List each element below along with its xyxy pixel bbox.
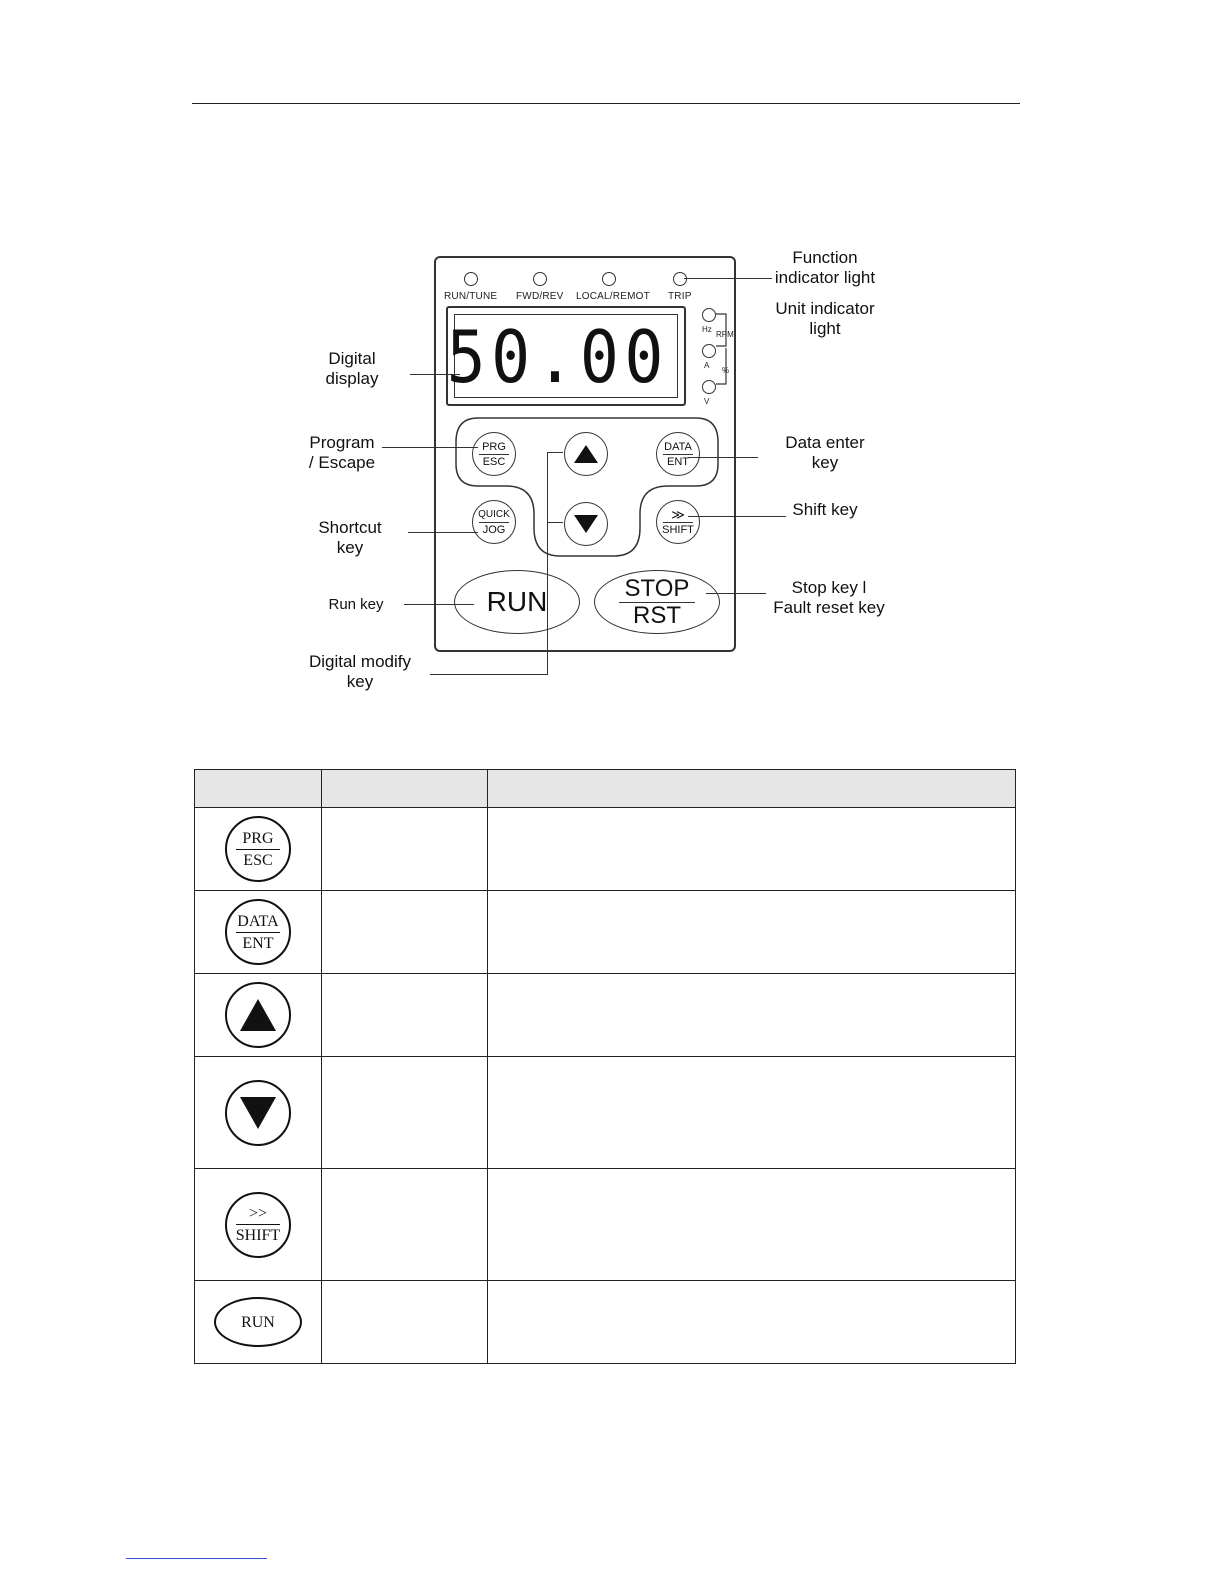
callout-line: Shift key xyxy=(792,500,858,519)
callout-digital-modify xyxy=(304,652,416,692)
key-text: ESC xyxy=(482,455,506,468)
table-row xyxy=(195,1281,1016,1364)
key-divider xyxy=(663,522,693,523)
table-header xyxy=(321,770,487,808)
stop-rst-key[interactable] xyxy=(594,570,720,634)
key-text: PRG xyxy=(482,440,506,453)
leader-line xyxy=(547,452,563,453)
key-divider xyxy=(663,454,693,455)
table-cell-icon xyxy=(195,808,322,891)
leader-line xyxy=(430,674,548,675)
callout-run xyxy=(314,595,398,615)
callout-line: display xyxy=(325,369,379,388)
table-cell-icon xyxy=(195,891,322,974)
display-value: 50.00 xyxy=(446,315,669,399)
table-row xyxy=(195,1169,1016,1281)
down-arrow-icon xyxy=(238,1095,278,1131)
trip-led xyxy=(673,272,687,286)
prg-esc-key-icon xyxy=(225,816,291,882)
key-text: STOP xyxy=(624,574,690,602)
table-cell xyxy=(321,1169,487,1281)
callout-line: Program xyxy=(309,433,375,452)
prg-esc-key[interactable] xyxy=(472,432,516,476)
quick-jog-key[interactable] xyxy=(472,500,516,544)
unit-label: RPM xyxy=(716,330,734,339)
keypad-panel xyxy=(434,256,736,652)
table-cell-icon xyxy=(195,1281,322,1364)
key-text: SHIFT xyxy=(235,1227,281,1244)
table-header xyxy=(195,770,322,808)
up-arrow-icon xyxy=(238,997,278,1033)
callout-line: key xyxy=(346,672,374,691)
fwd-rev-led xyxy=(533,272,547,286)
up-key[interactable] xyxy=(564,432,608,476)
callout-line: light xyxy=(809,319,841,338)
callout-stop xyxy=(766,578,892,618)
table-cell xyxy=(321,1057,487,1169)
callout-unit-indicator xyxy=(766,299,884,339)
leader-line xyxy=(547,452,548,675)
key-divider xyxy=(236,1224,280,1225)
leader-line xyxy=(410,374,460,375)
unit-label: V xyxy=(704,397,710,406)
key-text: DATA xyxy=(237,912,279,930)
keypad-diagram xyxy=(300,240,920,700)
unit-bracket xyxy=(714,312,730,390)
key-function-table xyxy=(194,769,1016,1364)
table-row xyxy=(195,974,1016,1057)
leader-line xyxy=(684,278,772,279)
leader-line xyxy=(706,593,766,594)
callout-line: Digital modify xyxy=(308,652,412,671)
run-tune-led xyxy=(464,272,478,286)
digital-display xyxy=(446,306,686,406)
table-row xyxy=(195,891,1016,974)
table-cell-icon xyxy=(195,1169,322,1281)
callout-line: indicator light xyxy=(774,268,876,287)
table-cell-icon xyxy=(195,1057,322,1169)
up-key-icon xyxy=(225,982,291,1048)
callout-line: Data enter xyxy=(785,433,865,452)
double-chevron-icon: ≫ xyxy=(671,506,685,522)
unit-label: % xyxy=(722,366,730,375)
callout-line: Digital xyxy=(328,349,376,368)
callout-data-enter xyxy=(766,433,884,473)
down-key[interactable] xyxy=(564,502,608,546)
indicator-label: FWD/REV xyxy=(516,291,564,302)
key-divider xyxy=(479,454,509,455)
callout-digital-display xyxy=(312,349,392,389)
leader-line xyxy=(408,532,478,533)
table-header xyxy=(487,770,1015,808)
callout-line: key xyxy=(811,453,839,472)
callout-line: Unit indicator xyxy=(775,299,875,318)
key-divider xyxy=(479,522,509,523)
callout-line: Function xyxy=(792,248,858,267)
callout-line: Shortcut xyxy=(318,518,382,537)
table-cell xyxy=(321,891,487,974)
data-ent-key-icon xyxy=(225,899,291,965)
table-cell xyxy=(487,808,1015,891)
unit-label: A xyxy=(704,361,710,370)
down-key-icon xyxy=(225,1080,291,1146)
local-remot-led xyxy=(602,272,616,286)
double-chevron-icon: >> xyxy=(248,1205,267,1222)
key-text: JOG xyxy=(482,523,506,536)
leader-line xyxy=(547,522,563,523)
up-arrow-icon xyxy=(573,443,599,465)
key-divider xyxy=(236,932,280,933)
callout-function-indicator xyxy=(766,248,884,288)
unit-label: Hz xyxy=(702,325,712,334)
callout-line: Fault reset key xyxy=(773,598,885,617)
key-text: PRG xyxy=(242,829,274,847)
key-text: SHIFT xyxy=(662,523,694,536)
shift-key[interactable] xyxy=(656,500,700,544)
leader-line xyxy=(382,447,478,448)
table-row xyxy=(195,808,1016,891)
key-text: ENT xyxy=(242,934,274,952)
header-rule xyxy=(192,103,1020,104)
leader-line xyxy=(688,457,758,458)
table-cell xyxy=(321,808,487,891)
table-cell xyxy=(487,974,1015,1057)
indicator-label: TRIP xyxy=(668,291,692,302)
footer-rule xyxy=(126,1558,267,1559)
table-cell-icon xyxy=(195,974,322,1057)
key-text: RUN xyxy=(241,1313,275,1331)
table-cell xyxy=(487,1057,1015,1169)
table-cell xyxy=(487,1281,1015,1364)
indicator-label: RUN/TUNE xyxy=(444,291,498,302)
table-cell xyxy=(487,1169,1015,1281)
key-text: QUICK xyxy=(478,508,510,520)
display-window xyxy=(446,314,678,399)
table-cell xyxy=(487,891,1015,974)
leader-line xyxy=(688,516,786,517)
shift-key-icon xyxy=(225,1192,291,1258)
callout-line: Run key xyxy=(328,596,384,613)
indicator-label: LOCAL/REMOT xyxy=(576,291,650,302)
data-ent-key[interactable] xyxy=(656,432,700,476)
key-text: ENT xyxy=(667,455,689,468)
key-text: RST xyxy=(633,601,681,629)
key-text: DATA xyxy=(664,440,692,453)
run-key[interactable] xyxy=(454,570,580,634)
callout-line: key xyxy=(336,538,364,557)
table-row xyxy=(195,1057,1016,1169)
key-text: RUN xyxy=(486,586,548,617)
table-header-row xyxy=(195,770,1016,808)
callout-program-escape xyxy=(302,433,382,473)
key-text: ESC xyxy=(243,851,273,869)
callout-shift xyxy=(766,500,884,520)
table-cell xyxy=(321,1281,487,1364)
table-cell xyxy=(321,974,487,1057)
callout-shortcut xyxy=(310,518,390,558)
callout-line: / Escape xyxy=(308,453,376,472)
callout-line: Stop key l xyxy=(791,578,867,597)
key-divider xyxy=(236,849,280,850)
down-arrow-icon xyxy=(573,513,599,535)
run-key-icon xyxy=(214,1297,302,1347)
leader-line xyxy=(404,604,474,605)
